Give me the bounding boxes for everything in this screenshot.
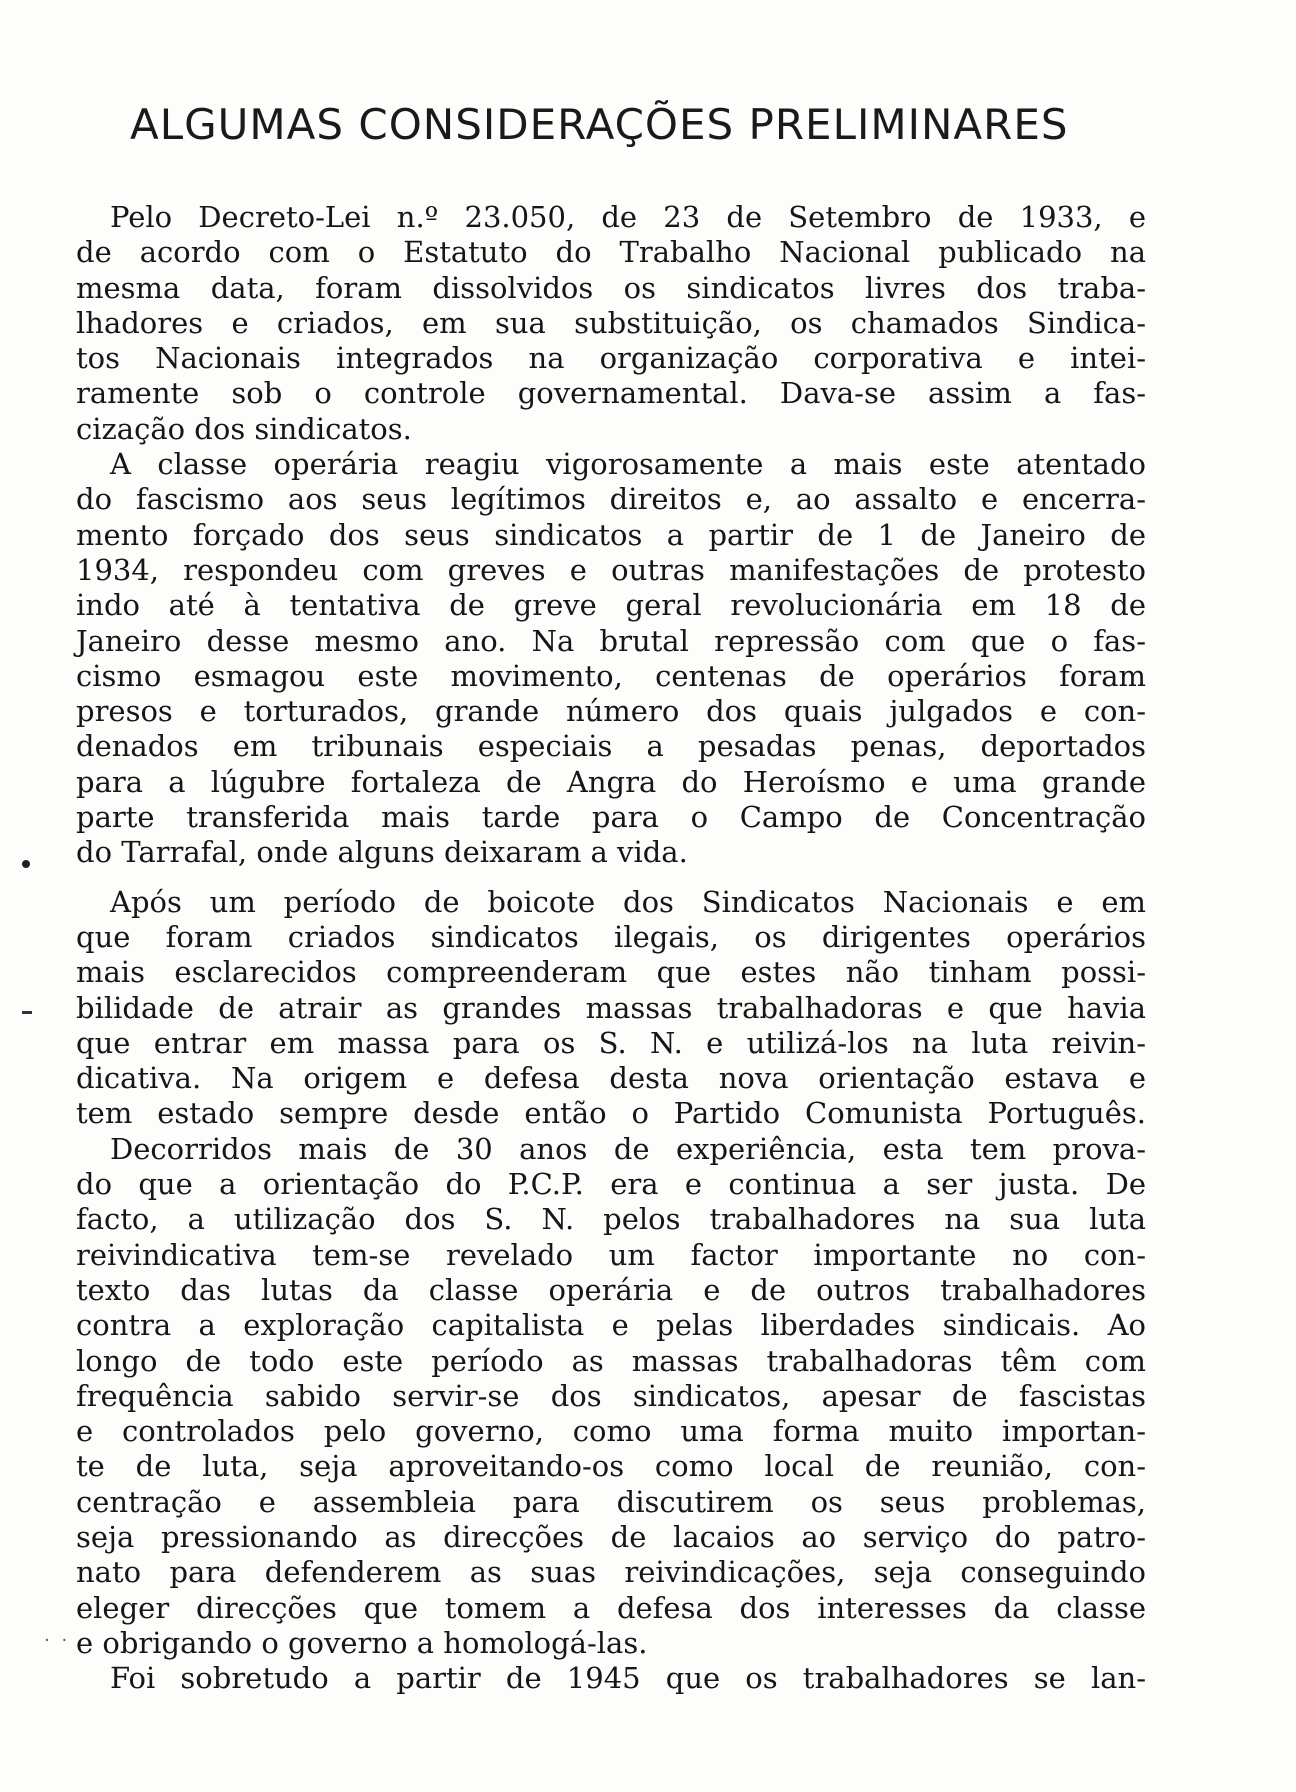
- text-line: do que a orientação do P.C.P. era e continua a ser justa. De: [76, 1167, 1146, 1202]
- text-line: A classe operária reagiu vigorosamente a mais este atentado: [110, 447, 1146, 482]
- text-line: e obrigando o governo a homologá-las.: [76, 1625, 648, 1660]
- paragraph-gap: [76, 871, 1146, 885]
- text-line: texto das lutas da classe operária e de outros trabalhadores: [76, 1272, 1146, 1307]
- text-line: Decorridos mais de 30 anos de experiência, esta tem prova-: [110, 1131, 1146, 1166]
- text-line: que foram criados sindicatos ilegais, os dirigentes operários: [76, 919, 1146, 954]
- text-line: tos Nacionais integrados na organização corporativa e intei-: [76, 341, 1146, 376]
- text-line: frequência sabido servir-se dos sindicatos, apesar de fascistas: [76, 1378, 1146, 1413]
- paragraph-2: [76, 447, 1146, 871]
- text-line: de acordo com o Estatuto do Trabalho Nacional publicado na: [76, 235, 1146, 270]
- page-title: ALGUMAS CONSIDERAÇÕES PRELIMINARES: [130, 100, 1069, 149]
- paragraph-5: [76, 1661, 1146, 1696]
- text-line: contra a exploração capitalista e pelas liberdades sindicais. Ao: [76, 1308, 1146, 1343]
- margin-bullet-mark: [22, 860, 30, 868]
- text-line: bilidade de atrair as grandes massas trabalhadoras e que havia: [76, 990, 1146, 1025]
- text-line: cização dos sindicatos.: [76, 411, 412, 446]
- text-line: do fascismo aos seus legítimos direitos e, ao assalto e encerra-: [76, 482, 1146, 517]
- text-line: cismo esmagou este movimento, centenas de operários foram: [76, 658, 1146, 693]
- text-line: te de luta, seja aproveitando-os como local de reunião, con-: [76, 1449, 1146, 1484]
- text-line: Janeiro desse mesmo ano. Na brutal repressão com que o fas-: [76, 623, 1146, 658]
- paragraph-4: [76, 1132, 1146, 1661]
- text-line: parte transferida mais tarde para o Campo de Concentração: [76, 800, 1146, 835]
- scan-specks: . .: [44, 1625, 71, 1646]
- paragraph-1: [76, 200, 1146, 447]
- text-line: longo de todo este período as massas trabalhadoras têm com: [76, 1343, 1146, 1378]
- text-line: facto, a utilização dos S. N. pelos trabalhadores na sua luta: [76, 1202, 1146, 1237]
- text-line: denados em tribunais especiais a pesadas penas, deportados: [76, 729, 1146, 764]
- text-line: Foi sobretudo a partir de 1945 que os trabalhadores se lan-: [110, 1661, 1146, 1696]
- text-line: que entrar em massa para os S. N. e utilizá-los na luta reivin-: [76, 1025, 1146, 1060]
- text-line: tem estado sempre desde então o Partido Comunista Português.: [76, 1096, 1146, 1131]
- text-line: mais esclarecidos compreenderam que estes não tinham possi-: [76, 955, 1146, 990]
- text-line: mesma data, foram dissolvidos os sindicatos livres dos traba-: [76, 270, 1146, 305]
- text-line: Pelo Decreto-Lei n.º 23.050, de 23 de Setembro de 1933, e: [110, 200, 1146, 234]
- text-line: 1934, respondeu com greves e outras manifestações de protesto: [76, 552, 1146, 587]
- text-line: centração e assembleia para discutirem os seus problemas,: [76, 1484, 1146, 1519]
- text-line: Após um período de boicote dos Sindicatos Nacionais e em: [110, 884, 1146, 919]
- text-line: do Tarrafal, onde alguns deixaram a vida.: [76, 835, 688, 870]
- text-line: e controlados pelo governo, como uma forma muito importan-: [76, 1414, 1146, 1449]
- text-line: dicativa. Na origem e defesa desta nova orientação estava e: [76, 1061, 1146, 1096]
- text-line: reivindicativa tem-se revelado um factor importante no con-: [76, 1237, 1146, 1272]
- margin-dash-mark: [22, 1011, 32, 1014]
- text-line: lhadores e criados, em sua substituição, os chamados Sindica-: [76, 305, 1146, 340]
- text-line: indo até à tentativa de greve geral revolucionária em 18 de: [76, 588, 1146, 623]
- text-line: seja pressionando as direcções de lacaios ao serviço do patro-: [76, 1519, 1146, 1554]
- text-line: ramente sob o controle governamental. Dava-se assim a fas-: [76, 376, 1146, 411]
- text-line: eleger direcções que tomem a defesa dos interesses da classe: [76, 1590, 1146, 1625]
- text-line: presos e torturados, grande número dos quais julgados e con-: [76, 694, 1146, 729]
- body-text: [76, 200, 1146, 1696]
- text-line: para a lúgubre fortaleza de Angra do Heroísmo e uma grande: [76, 764, 1146, 799]
- text-line: mento forçado dos seus sindicatos a partir de 1 de Janeiro de: [76, 517, 1146, 552]
- paragraph-3: [76, 885, 1146, 1132]
- text-line: nato para defenderem as suas reivindicações, seja conseguindo: [76, 1555, 1146, 1590]
